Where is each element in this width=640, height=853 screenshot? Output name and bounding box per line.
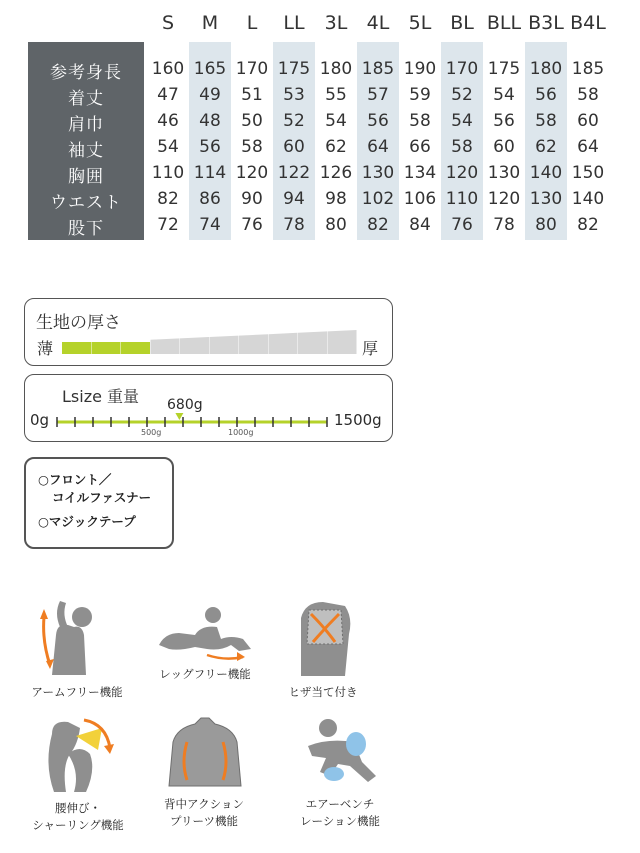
thickness-step-inactive: [151, 338, 180, 354]
leg-free-icon: [155, 605, 255, 661]
table-cell: 190: [403, 59, 437, 79]
weight-title: Lsize 重量: [62, 387, 140, 406]
table-cell: 185: [571, 59, 605, 79]
table-cell: 160: [151, 59, 185, 79]
feature-label-back-line2: プリーツ機能: [169, 814, 239, 828]
feature-label-arm-free: アームフリー機能: [31, 685, 123, 699]
table-cell: 57: [367, 85, 389, 105]
table-cell: 90: [241, 189, 263, 209]
row-label: 胸囲: [68, 167, 104, 187]
table-cell: 58: [577, 85, 599, 105]
feature-label-waist-line2: シャーリング機能: [32, 818, 124, 832]
table-cell: 78: [493, 215, 515, 235]
table-cell: 53: [283, 85, 305, 105]
table-cell: 175: [277, 59, 311, 79]
size-header: S: [161, 12, 175, 34]
weight-scale: [55, 412, 330, 432]
table-cell: 102: [361, 189, 395, 209]
table-cell: 52: [283, 111, 305, 131]
thick-label: 厚: [362, 339, 379, 358]
table-cell: 82: [577, 215, 599, 235]
table-cell: 59: [409, 85, 431, 105]
table-cell: 110: [151, 163, 185, 183]
weight-marker: [175, 413, 183, 420]
table-cell: 54: [493, 85, 515, 105]
table-cell: 52: [451, 85, 473, 105]
air-bench-icon: [298, 716, 384, 792]
table-cell: 98: [325, 189, 347, 209]
table-cell: 60: [493, 137, 515, 157]
thickness-step-inactive: [180, 337, 209, 354]
thickness-step-inactive: [269, 333, 298, 354]
thickness-step-inactive: [210, 336, 239, 354]
table-cell: 56: [535, 85, 557, 105]
size-header: L: [246, 12, 258, 34]
row-label: 肩巾: [68, 115, 104, 135]
row-label: 参考身長: [50, 63, 122, 83]
table-cell: 56: [367, 111, 389, 131]
size-header: B4L: [570, 12, 606, 34]
feature-label-airbench-line1: エアーベンチ: [305, 797, 375, 811]
closure-velcro: ○マジックテープ: [38, 514, 136, 529]
size-header: 4L: [366, 12, 390, 34]
thickness-step-inactive: [298, 331, 327, 354]
table-cell: 120: [487, 189, 521, 209]
table-cell: 66: [409, 137, 431, 157]
table-cell: 48: [199, 111, 221, 131]
table-cell: 185: [361, 59, 395, 79]
table-cell: 110: [445, 189, 479, 209]
table-cell: 62: [325, 137, 347, 157]
size-chart: [0, 0, 640, 250]
table-cell: 47: [157, 85, 179, 105]
table-cell: 54: [157, 137, 179, 157]
table-cell: 140: [571, 189, 605, 209]
size-header: B3L: [528, 12, 564, 34]
thin-label: 薄: [37, 339, 54, 358]
thickness-step-active: [62, 342, 91, 354]
size-header: 5L: [408, 12, 432, 34]
table-cell: 72: [157, 215, 179, 235]
table-cell: 170: [445, 59, 479, 79]
table-cell: 58: [535, 111, 557, 131]
table-cell: 51: [241, 85, 263, 105]
table-cell: 120: [235, 163, 269, 183]
arm-free-icon: [34, 595, 104, 677]
table-cell: 120: [445, 163, 479, 183]
feature-label-airbench-line2: レーション機能: [299, 814, 381, 828]
table-cell: 84: [409, 215, 431, 235]
table-cell: 150: [571, 163, 605, 183]
table-cell: 60: [577, 111, 599, 131]
table-cell: 94: [283, 189, 305, 209]
size-header: 3L: [324, 12, 348, 34]
table-cell: 134: [403, 163, 437, 183]
row-label: 着丈: [68, 89, 104, 109]
table-cell: 86: [199, 189, 221, 209]
table-cell: 54: [325, 111, 347, 131]
table-cell: 80: [535, 215, 557, 235]
feature-label-leg-free: レッグフリー機能: [159, 667, 251, 681]
table-cell: 78: [283, 215, 305, 235]
table-cell: 130: [361, 163, 395, 183]
feature-label-knee-pad: ヒザ当て付き: [288, 685, 358, 699]
table-cell: 80: [325, 215, 347, 235]
table-cell: 60: [283, 137, 305, 157]
table-cell: 54: [451, 111, 473, 131]
knee-pad-icon: [295, 598, 355, 678]
table-cell: 58: [451, 137, 473, 157]
thickness-step-inactive: [239, 334, 268, 354]
feature-label-waist-line1: 腰伸び・: [55, 801, 101, 815]
table-cell: 64: [367, 137, 389, 157]
weight-value: 680g: [167, 397, 203, 413]
waist-stretch-icon: [40, 714, 120, 794]
closure-coil-zipper: コイルファスナー: [52, 490, 152, 505]
table-cell: 58: [241, 137, 263, 157]
weight-max-label: 1500g: [334, 411, 382, 429]
row-label: ウエスト: [50, 193, 122, 213]
table-cell: 76: [241, 215, 263, 235]
table-cell: 126: [319, 163, 353, 183]
closure-front: ○フロント／: [38, 472, 112, 487]
table-cell: 106: [403, 189, 437, 209]
table-cell: 46: [157, 111, 179, 131]
weight-tick-1000: 1000g: [228, 428, 254, 437]
thickness-scale: [60, 322, 360, 356]
back-action-icon: [165, 712, 245, 790]
table-cell: 64: [577, 137, 599, 157]
feature-label-back-line1: 背中アクション: [164, 797, 244, 811]
size-header: BLL: [486, 12, 522, 34]
table-cell: 55: [325, 85, 347, 105]
size-header: BL: [450, 12, 474, 34]
table-cell: 82: [157, 189, 179, 209]
table-cell: 50: [241, 111, 263, 131]
table-cell: 82: [367, 215, 389, 235]
weight-min-label: 0g: [30, 411, 50, 429]
table-cell: 56: [199, 137, 221, 157]
size-header: M: [201, 12, 219, 34]
table-cell: 170: [235, 59, 269, 79]
thickness-step-active: [92, 342, 121, 354]
table-cell: 74: [199, 215, 221, 235]
table-cell: 165: [193, 59, 227, 79]
table-cell: 130: [529, 189, 563, 209]
row-label: 股下: [68, 219, 104, 239]
thickness-step-inactive: [328, 330, 357, 354]
thickness-title: 生地の厚さ: [36, 313, 121, 333]
table-cell: 122: [277, 163, 311, 183]
table-cell: 76: [451, 215, 473, 235]
table-cell: 58: [409, 111, 431, 131]
size-header: LL: [283, 12, 305, 34]
table-cell: 180: [529, 59, 563, 79]
table-cell: 180: [319, 59, 353, 79]
table-cell: 175: [487, 59, 521, 79]
thickness-step-active: [121, 342, 150, 354]
weight-tick-500: 500g: [141, 428, 162, 437]
table-cell: 130: [487, 163, 521, 183]
table-cell: 56: [493, 111, 515, 131]
table-cell: 49: [199, 85, 221, 105]
table-cell: 140: [529, 163, 563, 183]
table-cell: 114: [193, 163, 227, 183]
table-cell: 62: [535, 137, 557, 157]
row-label: 袖丈: [68, 141, 104, 161]
